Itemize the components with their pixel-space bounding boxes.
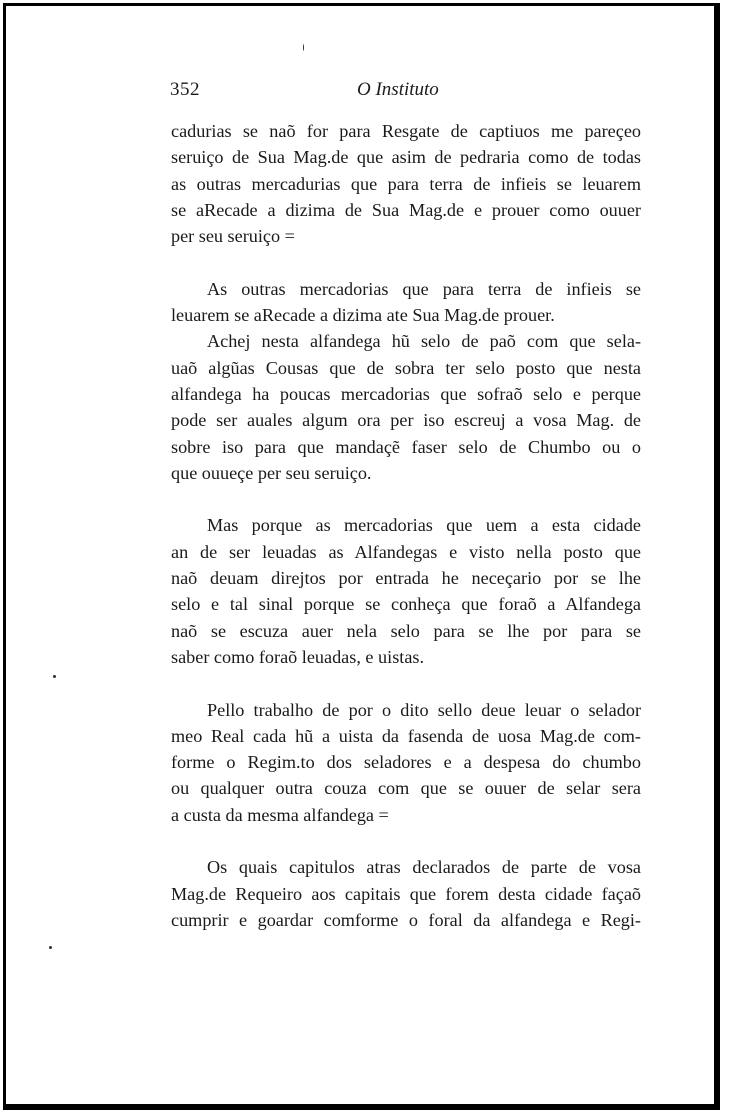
text-line: uaõ algũas Cousas que de sobra ter selo posto que nesta bbox=[171, 357, 641, 378]
text-line: naõ se escuza auer nela selo para se lhe por para se bbox=[171, 620, 641, 641]
text-line: alfandega ha poucas mercadorias que sofraõ selo e perque bbox=[171, 383, 641, 404]
paragraph bbox=[171, 328, 641, 486]
text-line: As outras mercadorias que para terra de infieis se bbox=[207, 278, 641, 299]
scan-speck bbox=[303, 44, 304, 51]
paragraph bbox=[171, 276, 641, 329]
text-line: Achej nesta alfandega hũ selo de paõ com que sela- bbox=[207, 331, 641, 352]
text-line: ou qualquer outra couza com que se ouuer de selar sera bbox=[171, 778, 641, 799]
text-line: saber como foraõ leuadas, e uistas. bbox=[171, 646, 425, 667]
text-line: as outras mercadurias que para terra de infieis se leuarem bbox=[171, 173, 641, 194]
running-title: O Instituto bbox=[357, 79, 439, 100]
text-line: se aRecade a dizima de Sua Mag.de e prouer como ouuer bbox=[171, 199, 641, 220]
text-line: per seu seruiço = bbox=[171, 226, 295, 247]
text-line: pode ser auales algum ora per iso escreuj a vosa Mag. de bbox=[171, 410, 641, 431]
paragraph bbox=[171, 512, 641, 670]
text-line: an de ser leuadas as Alfandegas e visto nella posto que bbox=[171, 541, 641, 562]
page-number: 352 bbox=[170, 79, 200, 100]
scan-speck bbox=[49, 946, 52, 949]
text-line: Os quais capitulos atras declarados de parte de vosa bbox=[207, 857, 641, 878]
text-line: meo Real cada hũ a uista da fasenda de uosa Mag.de com- bbox=[171, 725, 641, 746]
text-line: Mas porque as mercadorias que uem a esta cidade bbox=[207, 515, 641, 536]
text-line: Pello trabalho de por o dito sello deue leuar o selador bbox=[207, 699, 641, 720]
text-line: cumprir e goardar comforme o foral da alfandega e Regi- bbox=[171, 909, 641, 930]
text-line: cadurias se naõ for para Resgate de captiuos me pareçeo bbox=[171, 121, 641, 141]
paragraph bbox=[171, 697, 641, 828]
text-line: Mag.de Requeiro aos capitais que forem desta cidade façaõ bbox=[171, 883, 641, 904]
text-line: seruiço de Sua Mag.de que asim de pedraria como de todas bbox=[171, 147, 641, 168]
text-line: sobre iso para que mandaçẽ faser selo de Chumbo ou o bbox=[171, 436, 641, 457]
text-line: naõ deuam direjtos por entrada he neceçario por se lhe bbox=[171, 568, 641, 589]
scan-speck bbox=[53, 675, 56, 678]
paragraph bbox=[171, 854, 641, 933]
paragraph bbox=[171, 118, 641, 249]
text-line: a custa da mesma alfandega = bbox=[171, 804, 389, 825]
text-line: leuarem se aRecade a dizima ate Sua Mag.de prouer. bbox=[171, 305, 555, 326]
text-line: forme o Regim.to dos seladores e a despesa do chumbo bbox=[171, 752, 641, 773]
text-line: que ouueçe per seu seruiço. bbox=[171, 462, 372, 483]
text-line: selo e tal sinal porque se conheça que foraõ a Alfandega bbox=[171, 594, 641, 615]
body-text bbox=[171, 118, 641, 933]
